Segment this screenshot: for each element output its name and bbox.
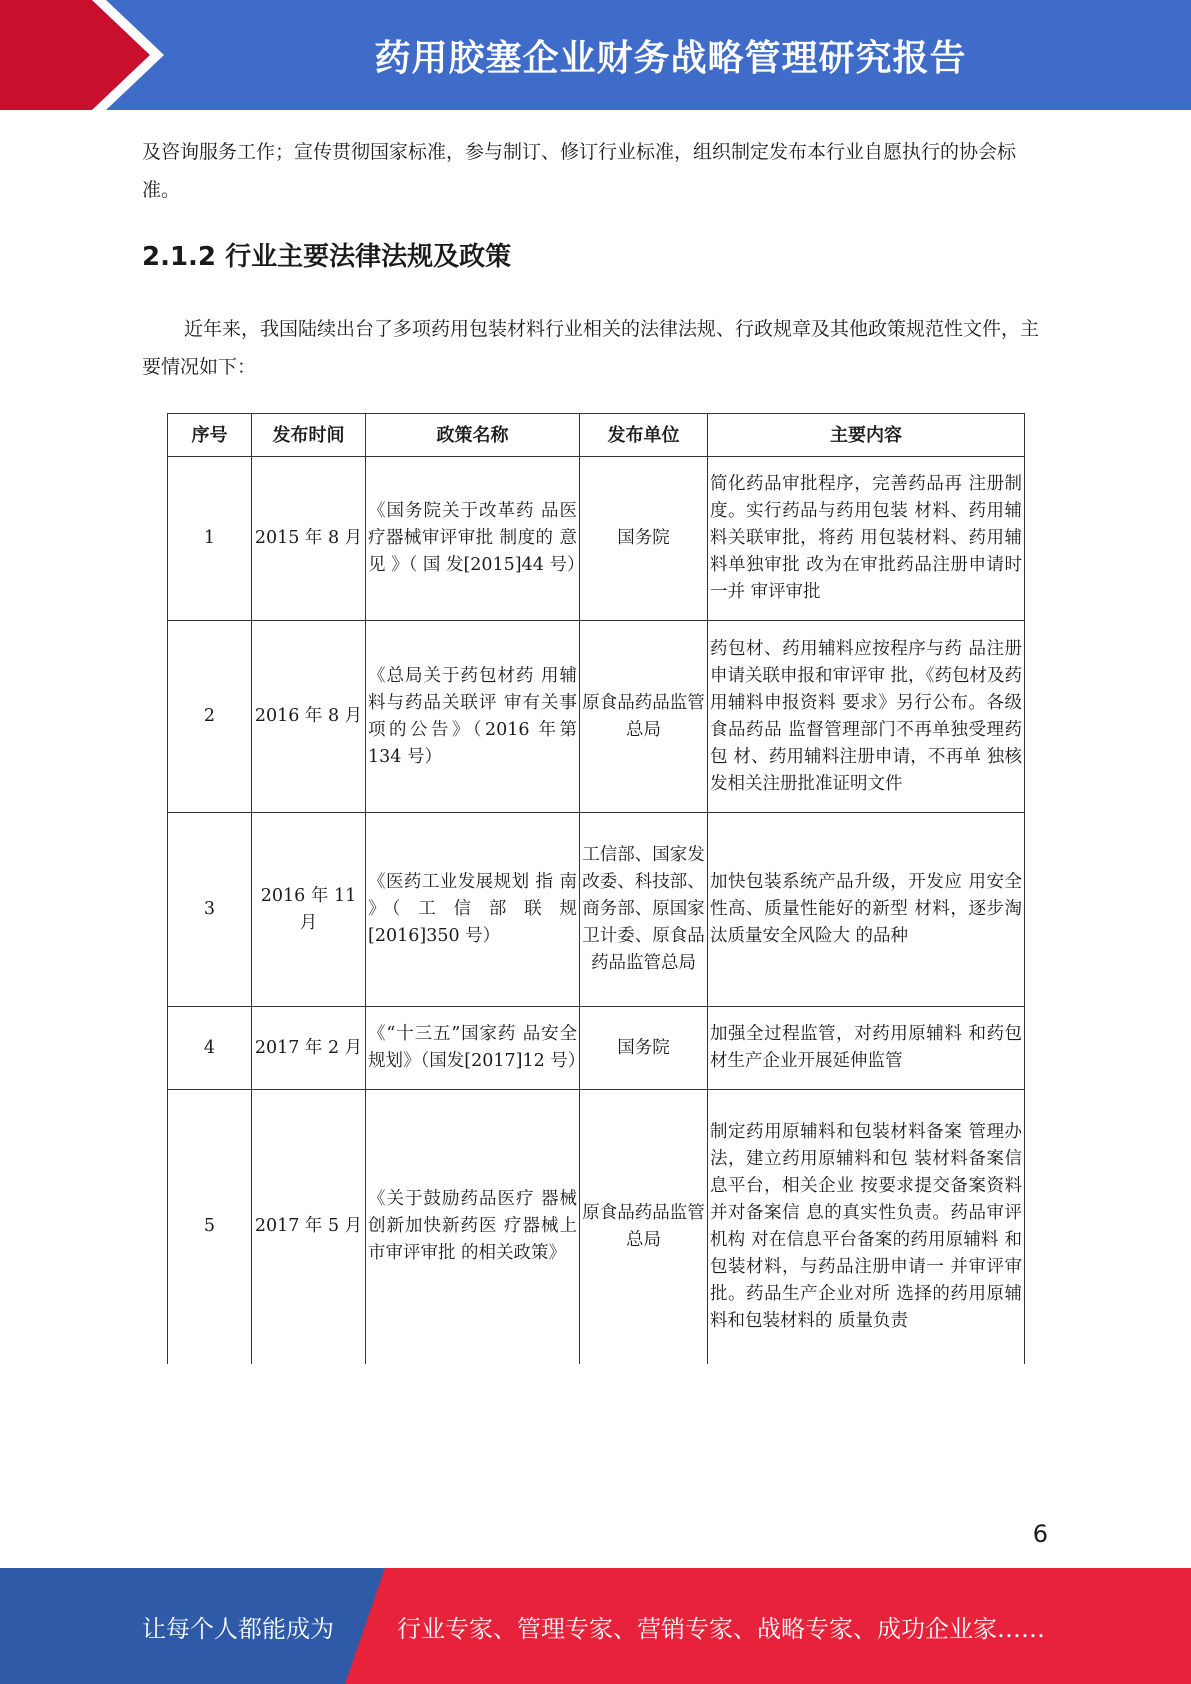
table-row (168, 457, 1025, 621)
header-issuer: 发布单位 (580, 414, 708, 457)
header-date: 发布时间 (252, 414, 366, 457)
policy-table (167, 413, 1025, 1364)
row-issuer: 原食品药品监管总局 (580, 621, 708, 813)
row-content: 药包材、药用辅料应按程序与药 品注册申请关联申报和审评审 批，《药包材及药用辅料申报资料 要求》另行公布。各级食品药品 监督管理部门不再单独受理药包 材、药用辅料注册申请，不再单 独核发相关注册批准证明文件 (708, 621, 1025, 813)
report-title: 药用胶塞企业财务战略管理研究报告 (374, 37, 967, 79)
footer-banner (0, 1568, 1191, 1684)
row-issuer: 国务院 (580, 1007, 708, 1090)
row-policy-name: 《总局关于药包材药 用辅料与药品关联评 审有关事项的公告》（2016 年第 134 号） (366, 621, 580, 813)
row-policy-name: 《“十三五”国家药 品安全规划》（国发[2017]12 号） (366, 1007, 580, 1090)
row-date: 2017 年 5 月 (252, 1090, 366, 1364)
row-no: 1 (168, 457, 252, 621)
row-date: 2015 年 8 月 (252, 457, 366, 621)
table-row (168, 621, 1025, 813)
row-no: 4 (168, 1007, 252, 1090)
intro-paragraph: 及咨询服务工作；宣传贯彻国家标准，参与制订、修订行业标准，组织制定发布本行业自愿执行的协会标准。 (142, 141, 1017, 201)
table-row (168, 1007, 1025, 1090)
row-issuer: 国务院 (580, 457, 708, 621)
row-issuer: 工信部、国家发改委、科技部、商务部、原国家卫计委、原食品药品监管总局 (580, 813, 708, 1007)
row-no: 2 (168, 621, 252, 813)
row-date: 2016 年 8 月 (252, 621, 366, 813)
table-row (168, 813, 1025, 1007)
row-no: 3 (168, 813, 252, 1007)
section-heading: 2.1.2 行业主要法律法规及政策 (142, 242, 512, 272)
policy-intro-paragraph: 近年来，我国陆续出台了多项药用包装材料行业相关的法律法规、行政规章及其他政策规范性文件，主要情况如下： (142, 318, 1040, 378)
table-header-row (168, 414, 1025, 457)
header-no: 序号 (168, 414, 252, 457)
row-no: 5 (168, 1090, 252, 1364)
row-content: 制定药用原辅料和包装材料备案 管理办法，建立药用原辅料和包 装材料备案信息平台，相关企业 按要求提交备案资料并对备案信 息的真实性负责。药品审评机构 对在信息平台备案的药用原辅料 和包装材料，与药品注册申请一 并审评审批。药品生产企业对所 选择的药用原辅料和包装材料的 质量负责 (708, 1090, 1025, 1364)
row-content: 加强全过程监管，对药用原辅料 和药包材生产企业开展延伸监管 (708, 1007, 1025, 1090)
footer-slogan-left: 让每个人都能成为 (142, 1614, 334, 1643)
row-issuer: 原食品药品监管总局 (580, 1090, 708, 1364)
row-content: 加快包装系统产品升级，开发应 用安全性高、质量性能好的新型 材料，逐步淘汰质量安全风险大 的品种 (708, 813, 1025, 1007)
row-policy-name: 《关于鼓励药品医疗 器械创新加快新药医 疗器械上市审评审批 的相关政策》 (366, 1090, 580, 1364)
table-row (168, 1090, 1025, 1364)
page-number: 6 (1032, 1520, 1048, 1548)
row-date: 2016 年 11 月 (252, 813, 366, 1007)
footer-slogan-right: 行业专家、管理专家、营销专家、战略专家、成功企业家…… (397, 1614, 1045, 1643)
row-policy-name: 《医药工业发展规划 指 南 》（ 工 信 部 联 规[2016]350 号） (366, 813, 580, 1007)
row-content: 简化药品审批程序，完善药品再 注册制度。实行药品与药用包装 材料、药用辅料关联审批，将药 用包装材料、药用辅料单独审批 改为在审批药品注册申请时一并 审评审批 (708, 457, 1025, 621)
row-policy-name: 《国务院关于改革药 品医疗器械审评审批 制度的 意 见 》（ 国 发[2015]44 号） (366, 457, 580, 621)
header-banner (0, 0, 1191, 110)
header-policy-name: 政策名称 (366, 414, 580, 457)
row-date: 2017 年 2 月 (252, 1007, 366, 1090)
header-content: 主要内容 (708, 414, 1025, 457)
